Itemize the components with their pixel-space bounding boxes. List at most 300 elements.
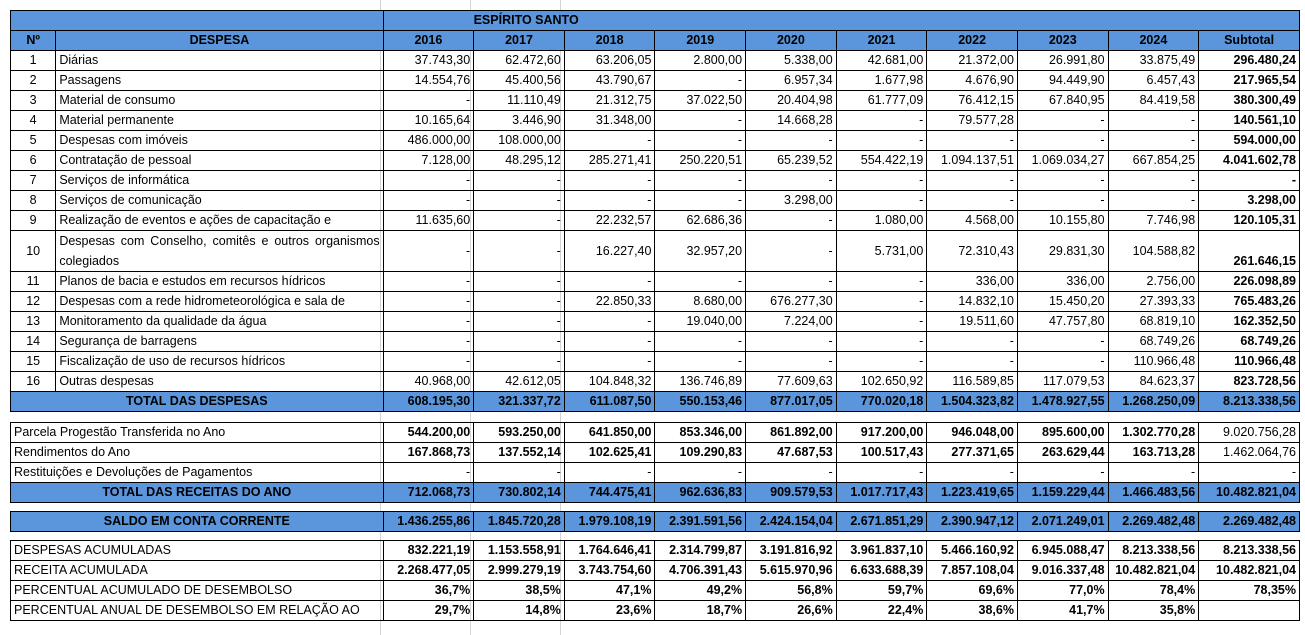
cell-subtotal[interactable]: - [1199,463,1300,483]
total-receitas-label[interactable]: TOTAL DAS RECEITAS DO ANO [11,483,384,503]
cell[interactable]: 21.312,75 [564,91,655,111]
cell[interactable]: 94.449,90 [1017,71,1108,91]
cell[interactable]: 29,7% [383,601,474,621]
cell[interactable]: 744.475,41 [564,483,655,503]
cell-subtotal[interactable]: 217.965,54 [1199,71,1300,91]
row-number[interactable]: 4 [11,111,56,131]
cell[interactable]: 26.991,80 [1017,51,1108,71]
cell[interactable]: 84.419,58 [1108,91,1199,111]
cell[interactable]: - [1017,352,1108,372]
expense-label[interactable]: Despesas com imóveis [56,131,383,151]
col-header-year[interactable]: 2017 [474,31,565,51]
cell[interactable]: - [746,131,837,151]
total-despesas-label[interactable]: TOTAL DAS DESPESAS [11,392,384,412]
cell[interactable]: - [564,171,655,191]
cell[interactable]: - [746,463,837,483]
cell[interactable]: 56,8% [746,581,837,601]
cell[interactable]: 2.999.279,19 [474,561,565,581]
row-number[interactable]: 13 [11,312,56,332]
cell[interactable]: 544.200,00 [383,423,474,443]
cell[interactable]: 49,2% [655,581,746,601]
cell[interactable]: - [1017,171,1108,191]
cell[interactable]: 14,8% [474,601,565,621]
cell[interactable]: - [655,332,746,352]
cell[interactable]: 1.478.927,55 [1017,392,1108,412]
cell[interactable]: 263.629,44 [1017,443,1108,463]
row-number[interactable]: 9 [11,211,56,231]
row-number[interactable]: 2 [11,71,56,91]
cell[interactable]: 47.757,80 [1017,312,1108,332]
cell[interactable]: - [655,272,746,292]
cell[interactable]: 108.000,00 [474,131,565,151]
cell[interactable]: - [927,352,1018,372]
row-number[interactable]: 5 [11,131,56,151]
expense-label[interactable]: Serviços de informática [56,171,383,191]
receita-label[interactable]: Restituições e Devoluções de Pagamentos [11,463,384,483]
cell[interactable]: - [1017,463,1108,483]
cell-subtotal[interactable]: 4.041.602,78 [1199,151,1300,171]
cell[interactable]: 16.227,40 [564,231,655,272]
cell[interactable]: 14.832,10 [927,292,1018,312]
expense-label[interactable]: Planos de bacia e estudos em recursos hídricos [56,272,383,292]
cell[interactable]: - [836,171,927,191]
cell[interactable]: 3.743.754,60 [564,561,655,581]
cell[interactable]: - [474,211,565,231]
cell[interactable]: 676.277,30 [746,292,837,312]
cell[interactable]: 667.854,25 [1108,151,1199,171]
cell[interactable]: 7.857.108,04 [927,561,1018,581]
cell[interactable]: 41,7% [1017,601,1108,621]
cell[interactable]: 42.681,00 [836,51,927,71]
cell[interactable]: 593.250,00 [474,423,565,443]
cell[interactable]: 77.609,63 [746,372,837,392]
cell[interactable]: - [836,131,927,151]
cell[interactable]: - [564,312,655,332]
cell[interactable]: - [836,352,927,372]
cell[interactable]: 1.153.558,91 [474,541,565,561]
cell[interactable]: 11.635,60 [383,211,474,231]
cell[interactable]: - [383,352,474,372]
expense-label[interactable]: Contratação de pessoal [56,151,383,171]
cell[interactable]: - [564,463,655,483]
row-number[interactable]: 10 [11,231,56,272]
cell[interactable]: 65.239,52 [746,151,837,171]
cell[interactable]: 19.040,00 [655,312,746,332]
state-title[interactable]: ESPÍRITO SANTO [383,11,1299,31]
cell[interactable]: - [746,171,837,191]
cell[interactable]: 72.310,43 [927,231,1018,272]
cell[interactable]: - [474,231,565,272]
row-number[interactable]: 7 [11,171,56,191]
cell[interactable]: 22,4% [836,601,927,621]
cell[interactable]: 14.668,28 [746,111,837,131]
cell[interactable]: 48.295,12 [474,151,565,171]
cell[interactable]: 641.850,00 [564,423,655,443]
cell[interactable]: 1.094.137,51 [927,151,1018,171]
cell[interactable]: 62.686,36 [655,211,746,231]
cell[interactable]: 285.271,41 [564,151,655,171]
cell-subtotal[interactable]: 823.728,56 [1199,372,1300,392]
cell[interactable]: 6.457,43 [1108,71,1199,91]
cell[interactable]: - [746,272,837,292]
cell[interactable]: - [474,332,565,352]
cell-subtotal[interactable]: 120.105,31 [1199,211,1300,231]
cell[interactable]: 61.777,09 [836,91,927,111]
row-number[interactable]: 8 [11,191,56,211]
cell[interactable]: - [564,131,655,151]
row-number[interactable]: 15 [11,352,56,372]
receita-label[interactable]: Parcela Progestão Transferida no Ano [11,423,384,443]
cell[interactable]: 550.153,46 [655,392,746,412]
cell[interactable]: - [383,332,474,352]
cell[interactable]: - [1108,111,1199,131]
cell[interactable]: 7.746,98 [1108,211,1199,231]
cell[interactable]: 1.302.770,28 [1108,423,1199,443]
cell-subtotal[interactable]: 2.269.482,48 [1199,512,1300,532]
cell[interactable]: - [383,463,474,483]
cell[interactable]: 1.504.323,82 [927,392,1018,412]
cell[interactable]: 2.800,00 [655,51,746,71]
cell[interactable]: 6.633.688,39 [836,561,927,581]
saldo-label[interactable]: SALDO EM CONTA CORRENTE [11,512,384,532]
cell[interactable]: 962.636,83 [655,483,746,503]
expense-label[interactable]: Monitoramento da qualidade da água [56,312,383,332]
cell[interactable]: 1.159.229,44 [1017,483,1108,503]
cell[interactable]: 78,4% [1108,581,1199,601]
cell[interactable]: 167.868,73 [383,443,474,463]
expense-label[interactable]: Serviços de comunicação [56,191,383,211]
expense-label[interactable]: Outras despesas [56,372,383,392]
cell[interactable]: 6.957,34 [746,71,837,91]
cell[interactable]: - [564,272,655,292]
cell[interactable]: 69,6% [927,581,1018,601]
cell-subtotal[interactable]: 10.482.821,04 [1199,483,1300,503]
cell[interactable]: 29.831,30 [1017,231,1108,272]
row-number[interactable]: 6 [11,151,56,171]
cell[interactable]: - [564,332,655,352]
cell[interactable]: 1.845.720,28 [474,512,565,532]
cell[interactable]: 104.588,82 [1108,231,1199,272]
cell[interactable]: 116.589,85 [927,372,1018,392]
col-header-year[interactable]: 2018 [564,31,655,51]
row-number[interactable]: 11 [11,272,56,292]
cell[interactable]: 37.022,50 [655,91,746,111]
cell[interactable]: 26,6% [746,601,837,621]
cell-subtotal[interactable]: 380.300,49 [1199,91,1300,111]
cell[interactable]: - [383,191,474,211]
cell[interactable]: 14.554,76 [383,71,474,91]
cell[interactable]: 62.472,60 [474,51,565,71]
cell[interactable]: 36,7% [383,581,474,601]
expense-label[interactable]: Despesas com Conselho, comitês e outros organismos colegiados [56,231,383,272]
cell[interactable]: 277.371,65 [927,443,1018,463]
cell[interactable]: - [1017,111,1108,131]
cell[interactable]: - [383,292,474,312]
cell[interactable]: 336,00 [927,272,1018,292]
cell-subtotal[interactable]: 296.480,24 [1199,51,1300,71]
acumulado-label[interactable]: PERCENTUAL ANUAL DE DESEMBOLSO EM RELAÇÃO AO [11,601,384,621]
cell[interactable]: 27.393,33 [1108,292,1199,312]
cell[interactable]: 76.412,15 [927,91,1018,111]
cell[interactable]: 7.128,00 [383,151,474,171]
cell[interactable]: - [474,272,565,292]
cell[interactable]: - [746,332,837,352]
cell[interactable]: 1.677,98 [836,71,927,91]
row-number[interactable]: 1 [11,51,56,71]
cell[interactable]: 2.071.249,01 [1017,512,1108,532]
cell[interactable]: - [1108,131,1199,151]
expense-label[interactable]: Segurança de barragens [56,332,383,352]
cell[interactable]: 137.552,14 [474,443,565,463]
cell[interactable]: 38,5% [474,581,565,601]
cell[interactable]: - [836,312,927,332]
cell[interactable]: 2.268.477,05 [383,561,474,581]
cell[interactable]: 43.790,67 [564,71,655,91]
cell-subtotal[interactable]: 78,35% [1199,581,1300,601]
cell-subtotal[interactable]: 3.298,00 [1199,191,1300,211]
cell[interactable]: - [927,332,1018,352]
cell[interactable]: 250.220,51 [655,151,746,171]
cell[interactable]: 68.819,10 [1108,312,1199,332]
cell[interactable]: 19.511,60 [927,312,1018,332]
cell[interactable]: 32.957,20 [655,231,746,272]
cell[interactable]: 3.446,90 [474,111,565,131]
col-header-year[interactable]: 2022 [927,31,1018,51]
cell[interactable]: 2.424.154,04 [746,512,837,532]
expense-label[interactable]: Material de consumo [56,91,383,111]
cell-subtotal[interactable]: 140.561,10 [1199,111,1300,131]
cell[interactable]: 3.298,00 [746,191,837,211]
cell[interactable]: 3.961.837,10 [836,541,927,561]
cell[interactable]: 77,0% [1017,581,1108,601]
cell[interactable]: 68.749,26 [1108,332,1199,352]
cell[interactable]: - [474,312,565,332]
expense-label[interactable]: Despesas com a rede hidrometeorológica e sala de [56,292,383,312]
cell[interactable]: - [564,191,655,211]
row-number[interactable]: 12 [11,292,56,312]
cell[interactable]: - [746,352,837,372]
cell[interactable]: - [927,131,1018,151]
cell[interactable]: 63.206,05 [564,51,655,71]
cell[interactable]: 486.000,00 [383,131,474,151]
cell[interactable]: 10.155,80 [1017,211,1108,231]
expense-label[interactable]: Fiscalização de uso de recursos hídricos [56,352,383,372]
cell[interactable]: 832.221,19 [383,541,474,561]
col-header-year[interactable]: 2016 [383,31,474,51]
cell[interactable]: 23,6% [564,601,655,621]
cell[interactable]: 20.404,98 [746,91,837,111]
cell[interactable]: - [1017,191,1108,211]
cell[interactable]: - [655,131,746,151]
cell[interactable]: 21.372,00 [927,51,1018,71]
cell[interactable]: 22.850,33 [564,292,655,312]
cell[interactable]: 38,6% [927,601,1018,621]
cell[interactable]: - [474,352,565,372]
cell[interactable]: 2.269.482,48 [1108,512,1199,532]
cell-subtotal[interactable] [1199,601,1300,621]
cell[interactable]: 1.466.483,56 [1108,483,1199,503]
cell[interactable]: - [836,463,927,483]
cell[interactable]: 10.482.821,04 [1108,561,1199,581]
cell-subtotal[interactable]: 1.462.064,76 [1199,443,1300,463]
cell[interactable]: 102.650,92 [836,372,927,392]
cell[interactable]: - [1017,332,1108,352]
cell[interactable]: - [836,272,927,292]
cell[interactable]: 5.338,00 [746,51,837,71]
cell[interactable]: 102.625,41 [564,443,655,463]
cell[interactable]: - [746,211,837,231]
cell[interactable]: - [655,71,746,91]
cell[interactable]: 47,1% [564,581,655,601]
expense-label[interactable]: Realização de eventos e ações de capacitação e [56,211,383,231]
cell-subtotal[interactable]: - [1199,171,1300,191]
cell[interactable]: 1.223.419,65 [927,483,1018,503]
cell[interactable]: - [927,171,1018,191]
cell[interactable]: 100.517,43 [836,443,927,463]
cell[interactable]: 7.224,00 [746,312,837,332]
cell[interactable]: 4.706.391,43 [655,561,746,581]
cell[interactable]: 5.615.970,96 [746,561,837,581]
cell[interactable]: 1.080,00 [836,211,927,231]
col-header-year[interactable]: 2020 [746,31,837,51]
cell[interactable]: 1.979.108,19 [564,512,655,532]
cell[interactable]: 895.600,00 [1017,423,1108,443]
cell[interactable]: 11.110,49 [474,91,565,111]
cell[interactable]: 2.671.851,29 [836,512,927,532]
cell[interactable]: - [836,332,927,352]
cell[interactable]: 2.756,00 [1108,272,1199,292]
cell[interactable]: 2.390.947,12 [927,512,1018,532]
cell[interactable]: - [383,91,474,111]
cell[interactable]: - [383,272,474,292]
cell[interactable]: - [836,292,927,312]
cell[interactable]: 40.968,00 [383,372,474,392]
cell[interactable]: 611.087,50 [564,392,655,412]
cell[interactable]: 33.875,49 [1108,51,1199,71]
col-header-year[interactable]: 2021 [836,31,927,51]
cell[interactable]: 5.731,00 [836,231,927,272]
cell[interactable]: 10.165,64 [383,111,474,131]
row-number[interactable]: 16 [11,372,56,392]
cell[interactable]: 946.048,00 [927,423,1018,443]
cell[interactable]: - [1108,191,1199,211]
cell[interactable]: 1.436.255,86 [383,512,474,532]
cell[interactable]: 110.966,48 [1108,352,1199,372]
cell[interactable]: 163.713,28 [1108,443,1199,463]
cell[interactable]: 18,7% [655,601,746,621]
cell[interactable]: - [746,231,837,272]
cell[interactable]: 35,8% [1108,601,1199,621]
cell[interactable]: - [655,171,746,191]
cell[interactable]: 861.892,00 [746,423,837,443]
cell[interactable]: 59,7% [836,581,927,601]
cell-subtotal[interactable]: 8.213.338,56 [1199,392,1300,412]
cell[interactable]: 917.200,00 [836,423,927,443]
cell-subtotal[interactable]: 68.749,26 [1199,332,1300,352]
cell[interactable]: - [836,111,927,131]
cell[interactable]: 42.612,05 [474,372,565,392]
cell[interactable]: - [383,231,474,272]
cell[interactable]: 2.314.799,87 [655,541,746,561]
cell[interactable]: 67.840,95 [1017,91,1108,111]
cell[interactable]: 1.268.250,09 [1108,392,1199,412]
cell-subtotal[interactable]: 10.482.821,04 [1199,561,1300,581]
cell[interactable]: - [1108,171,1199,191]
cell[interactable]: 909.579,53 [746,483,837,503]
cell[interactable]: 136.746,89 [655,372,746,392]
cell[interactable]: - [383,171,474,191]
cell[interactable]: 8.213.338,56 [1108,541,1199,561]
cell[interactable]: 47.687,53 [746,443,837,463]
cell[interactable]: 79.577,28 [927,111,1018,131]
cell[interactable]: 1.764.646,41 [564,541,655,561]
expense-label[interactable]: Passagens [56,71,383,91]
cell[interactable]: - [474,463,565,483]
cell[interactable]: - [655,463,746,483]
cell-subtotal[interactable]: 594.000,00 [1199,131,1300,151]
cell[interactable]: 22.232,57 [564,211,655,231]
row-number[interactable]: 14 [11,332,56,352]
acumulado-label[interactable]: PERCENTUAL ACUMULADO DE DESEMBOLSO [11,581,384,601]
expense-label[interactable]: Material permanente [56,111,383,131]
row-number[interactable]: 3 [11,91,56,111]
cell[interactable]: 2.391.591,56 [655,512,746,532]
cell[interactable]: - [383,312,474,332]
cell[interactable]: 31.348,00 [564,111,655,131]
cell[interactable]: - [564,352,655,372]
cell-subtotal[interactable]: 261.646,15 [1199,231,1300,272]
cell-subtotal[interactable]: 226.098,89 [1199,272,1300,292]
cell[interactable]: 1.017.717,43 [836,483,927,503]
cell[interactable]: 8.680,00 [655,292,746,312]
cell[interactable]: 4.568,00 [927,211,1018,231]
cell[interactable]: - [474,292,565,312]
cell[interactable]: 117.079,53 [1017,372,1108,392]
cell[interactable]: 109.290,83 [655,443,746,463]
cell[interactable]: 770.020,18 [836,392,927,412]
col-header-year[interactable]: 2023 [1017,31,1108,51]
cell[interactable]: - [836,191,927,211]
col-header-year[interactable]: 2024 [1108,31,1199,51]
col-header-year[interactable]: 2019 [655,31,746,51]
cell-subtotal[interactable]: 9.020.756,28 [1199,423,1300,443]
cell-subtotal[interactable]: 765.483,26 [1199,292,1300,312]
cell[interactable]: 712.068,73 [383,483,474,503]
cell[interactable]: 1.069.034,27 [1017,151,1108,171]
cell[interactable]: 9.016.337,48 [1017,561,1108,581]
cell-subtotal[interactable]: 110.966,48 [1199,352,1300,372]
acumulado-label[interactable]: RECEITA ACUMULADA [11,561,384,581]
cell[interactable]: - [474,191,565,211]
cell[interactable]: 104.848,32 [564,372,655,392]
cell[interactable]: 730.802,14 [474,483,565,503]
col-header-subtotal[interactable]: Subtotal [1199,31,1300,51]
cell[interactable]: 321.337,72 [474,392,565,412]
cell[interactable]: 4.676,90 [927,71,1018,91]
cell[interactable]: 853.346,00 [655,423,746,443]
cell[interactable]: - [1108,463,1199,483]
col-header-no[interactable]: Nº [11,31,56,51]
cell[interactable]: 877.017,05 [746,392,837,412]
receita-label[interactable]: Rendimentos do Ano [11,443,384,463]
col-header-despesa[interactable]: DESPESA [56,31,383,51]
expense-label[interactable]: Diárias [56,51,383,71]
cell[interactable]: 6.945.088,47 [1017,541,1108,561]
cell[interactable]: 5.466.160,92 [927,541,1018,561]
cell[interactable]: - [1017,131,1108,151]
acumulado-label[interactable]: DESPESAS ACUMULADAS [11,541,384,561]
cell[interactable]: 45.400,56 [474,71,565,91]
